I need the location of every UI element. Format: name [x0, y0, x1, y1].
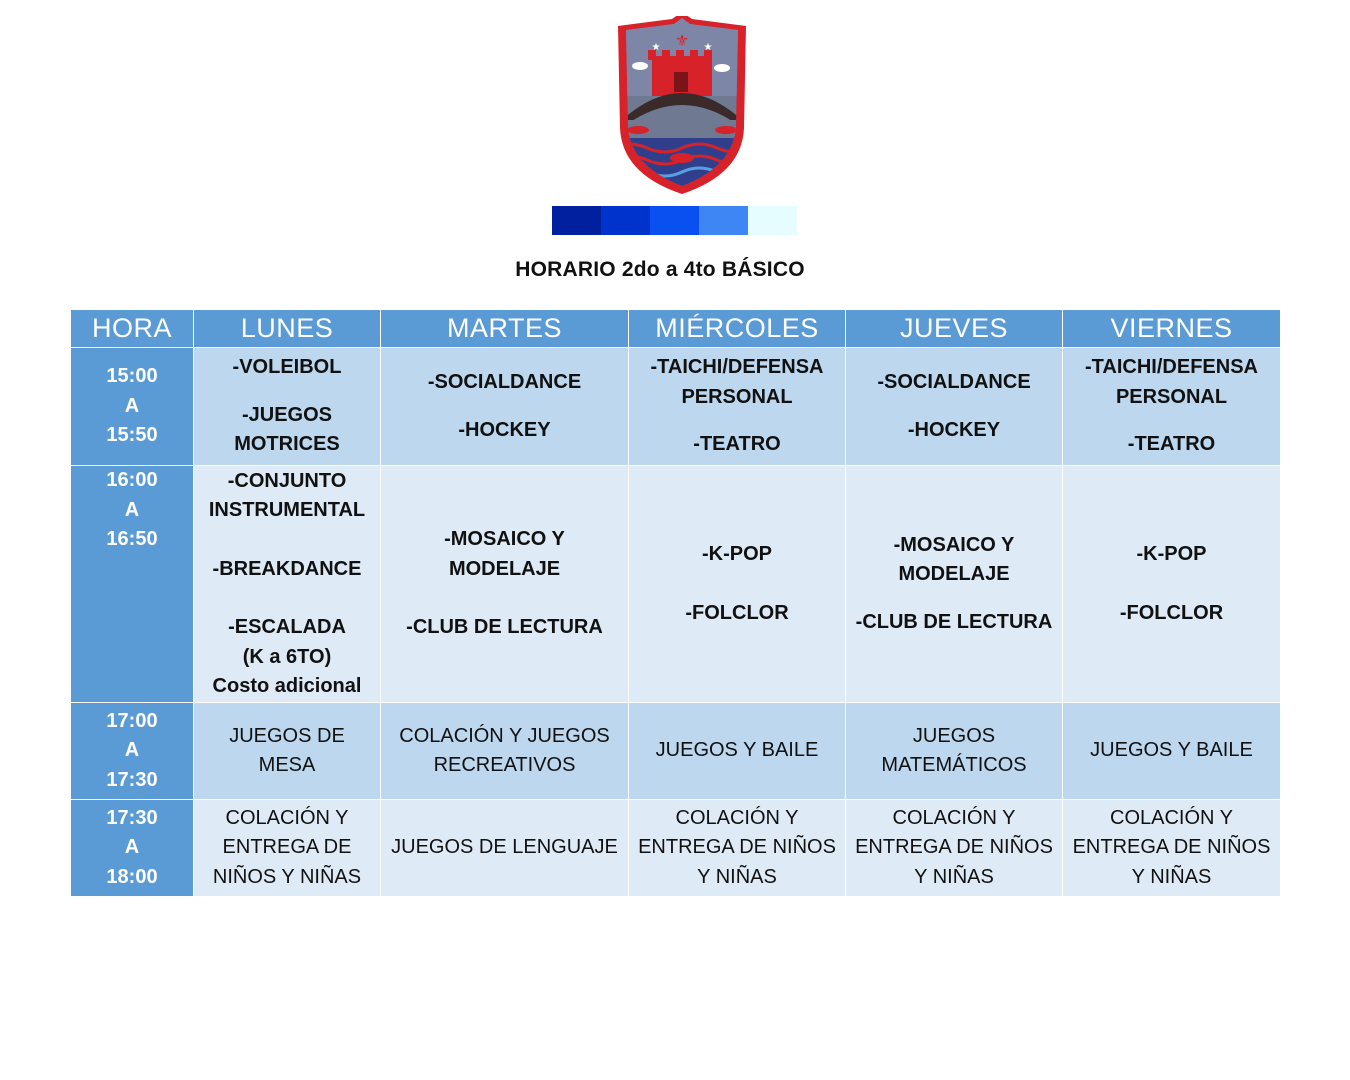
activity-cell-jueves [846, 466, 1063, 703]
time-cell [71, 800, 194, 897]
time-end: 15:50 [106, 424, 158, 447]
activity: -TEATRO [1127, 433, 1216, 456]
time-cell [71, 466, 194, 703]
time-separator: A [124, 739, 140, 762]
time-cell [71, 703, 194, 800]
activity: -ESCALADA [228, 616, 346, 638]
schedule-table [70, 309, 1281, 897]
activity-cell-viernes: COLACIÓN Y ENTREGA DE NIÑOS Y NIÑAS [1063, 800, 1281, 897]
activity: -FOLCLOR [1119, 601, 1224, 624]
activity: -JUEGOS MOTRICES [234, 403, 340, 456]
activity: -SOCIALDANCE [427, 371, 582, 393]
table-row [71, 348, 1281, 466]
activity-note: Costo adicional [212, 675, 362, 697]
header-hora: HORA [71, 310, 194, 348]
time-start: 16:00 [106, 469, 158, 491]
activity: -MOSAICO Y MODELAJE [893, 533, 1015, 586]
header-martes: MARTES [381, 310, 629, 348]
activity: -HOCKEY [907, 418, 1001, 441]
activity-cell-miercoles [629, 348, 846, 466]
school-crest-logo [612, 16, 752, 196]
activity-cell-viernes [1063, 466, 1281, 703]
svg-text:★: ★ [651, 42, 661, 53]
activity-cell-martes [381, 466, 629, 703]
activity-cell-jueves: COLACIÓN Y ENTREGA DE NIÑOS Y NIÑAS [846, 800, 1063, 897]
activity: -TAICHI/DEFENSA PERSONAL [650, 356, 824, 408]
header-viernes: VIERNES [1063, 310, 1281, 348]
color-strip [552, 206, 797, 235]
header-jueves: JUEVES [846, 310, 1063, 348]
activity-cell-miercoles: COLACIÓN Y ENTREGA DE NIÑOS Y NIÑAS [629, 800, 846, 897]
activity: -FOLCLOR [685, 601, 789, 624]
activity: -SOCIALDANCE [877, 371, 1031, 393]
time-start: 17:30 [106, 806, 158, 829]
time-start: 17:00 [106, 709, 158, 732]
color-swatch [601, 206, 650, 235]
svg-text:★: ★ [703, 42, 713, 53]
activity: -K-POP [1136, 543, 1207, 565]
activity: -K-POP [702, 543, 772, 565]
activity-cell-jueves [846, 348, 1063, 466]
time-separator: A [124, 836, 140, 859]
activity: -BREAKDANCE [212, 557, 362, 580]
time-end: 17:30 [106, 768, 158, 791]
activity: -TEATRO [693, 433, 781, 456]
time-end: 16:50 [106, 528, 158, 550]
time-cell [71, 348, 194, 466]
header-miercoles: MIÉRCOLES [629, 310, 846, 348]
time-separator: A [124, 394, 140, 417]
time-separator: A [124, 498, 140, 521]
activity-cell-miercoles [629, 466, 846, 703]
color-swatch [748, 206, 797, 235]
table-row [71, 800, 1281, 897]
svg-text:⚜: ⚜ [674, 33, 690, 50]
table-row [71, 703, 1281, 800]
activity: -MOSAICO Y MODELAJE [444, 528, 565, 580]
header-lunes: LUNES [194, 310, 381, 348]
activity-cell-lunes [194, 466, 381, 703]
time-end: 18:00 [106, 865, 158, 888]
color-swatch [699, 206, 748, 235]
activity-cell-viernes: JUEGOS Y BAILE [1063, 703, 1281, 800]
color-swatch [552, 206, 601, 235]
activity-cell-lunes: JUEGOS DE MESA [194, 703, 381, 800]
activity: -HOCKEY [458, 418, 551, 441]
color-swatch [650, 206, 699, 235]
table-header-row [71, 310, 1281, 348]
activity-cell-lunes [194, 348, 381, 466]
activity-cell-viernes [1063, 348, 1281, 466]
activity-cell-miercoles: JUEGOS Y BAILE [629, 703, 846, 800]
activity: -CONJUNTO INSTRUMENTAL [208, 469, 366, 521]
activity-cell-martes [381, 348, 629, 466]
activity-cell-martes: COLACIÓN Y JUEGOS RECREATIVOS [381, 703, 629, 800]
page-title: HORARIO 2do a 4to BÁSICO [515, 258, 805, 281]
activity: -TAICHI/DEFENSA PERSONAL [1085, 356, 1258, 408]
activity: -CLUB DE LECTURA [855, 610, 1053, 633]
activity-cell-lunes: COLACIÓN Y ENTREGA DE NIÑOS Y NIÑAS [194, 800, 381, 897]
activity-cell-jueves: JUEGOS MATEMÁTICOS [846, 703, 1063, 800]
table-row [71, 466, 1281, 703]
activity-cell-martes: JUEGOS DE LENGUAJE [381, 800, 629, 897]
activity: -CLUB DE LECTURA [406, 616, 603, 639]
time-start: 15:00 [106, 365, 158, 388]
activity-note: (K a 6TO) [242, 645, 332, 668]
activity: -VOLEIBOL [232, 356, 342, 379]
